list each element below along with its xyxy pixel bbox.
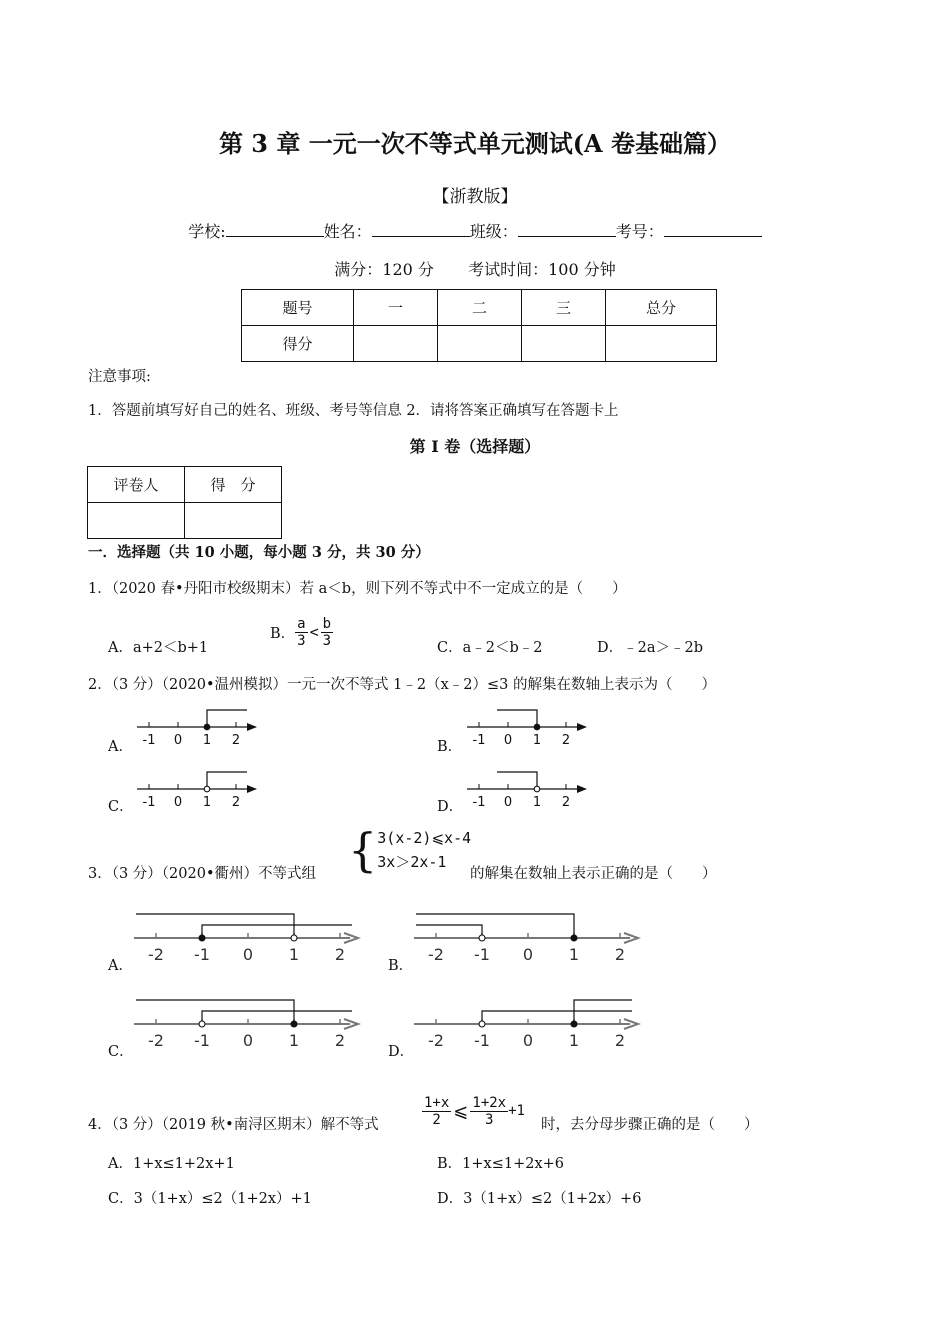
q4-option-d[interactable]: D．3（1+x）≤2（1+2x）+6 bbox=[437, 1191, 642, 1207]
solution-ray bbox=[416, 914, 574, 938]
notes-text: 1．答题前填写好自己的姓名、班级、考号等信息 2．请将答案正确填写在答题卡上 bbox=[88, 403, 619, 419]
tick-label: 2 bbox=[561, 795, 571, 810]
notes-heading: 注意事项: bbox=[88, 369, 151, 385]
axis-arrow bbox=[577, 723, 587, 731]
solution-ray bbox=[207, 710, 247, 727]
q3-stem-prefix: 3．（3 分）（2020•衢州）不等式组 bbox=[88, 866, 317, 882]
frac-den: 3 bbox=[322, 632, 332, 649]
solution-ray bbox=[574, 1000, 632, 1024]
q4-tail: +1 bbox=[508, 1103, 525, 1119]
q4-option-b[interactable]: B．1+x≤1+2x+6 bbox=[437, 1156, 565, 1172]
tick-label: 0 bbox=[503, 733, 513, 748]
q2-numberline-d[interactable] bbox=[465, 765, 595, 815]
q4-lhs-frac bbox=[422, 1095, 451, 1128]
solution-ray bbox=[202, 925, 352, 938]
score-cell[interactable] bbox=[438, 326, 522, 362]
axis-arrow bbox=[577, 785, 587, 793]
school-blank[interactable] bbox=[226, 222, 324, 237]
frac-num: a bbox=[297, 615, 306, 632]
solution-endpoint bbox=[199, 935, 205, 941]
tick-label: 1 bbox=[568, 945, 580, 964]
page-title: 第 3 章 一元一次不等式单元测试(A 卷基础篇） bbox=[218, 129, 732, 158]
q1-option-b-prefix: B． bbox=[270, 625, 296, 642]
solution-ray bbox=[136, 914, 294, 938]
q3-system-lines bbox=[377, 826, 471, 874]
tick-label: 0 bbox=[503, 795, 513, 810]
tick-label: 0 bbox=[522, 945, 534, 964]
q4-stem-suffix: 时，去分母步骤正确的是（ ） bbox=[541, 1117, 759, 1133]
q2-label-c: C． bbox=[108, 799, 134, 815]
q2-label-d: D． bbox=[437, 799, 464, 815]
tick-label: -1 bbox=[142, 795, 156, 810]
q2-numberline-b[interactable] bbox=[465, 703, 595, 753]
tick-label: 2 bbox=[231, 795, 241, 810]
axis-arrow bbox=[247, 723, 257, 731]
section-title: 一．选择题（共 10 小题，每小题 3 分，共 30 分） bbox=[88, 544, 430, 561]
tick-label: 0 bbox=[173, 733, 183, 748]
q1-option-b[interactable] bbox=[270, 612, 333, 652]
full-score: 满分：120 分 bbox=[334, 260, 434, 279]
exam-meta bbox=[0, 257, 950, 280]
solution-ray bbox=[136, 1000, 294, 1024]
frac-num: 1+x bbox=[424, 1094, 450, 1111]
tick-label: 1 bbox=[288, 1031, 300, 1050]
solution-endpoint bbox=[534, 786, 540, 792]
score-row-label: 得分 bbox=[242, 326, 354, 362]
q3-system-line1: 3(x-2)⩽x-4 bbox=[377, 829, 472, 847]
student-info-line bbox=[0, 219, 950, 242]
q4-option-a[interactable]: A．1+x≤1+2x+1 bbox=[108, 1156, 235, 1172]
q4-inequality bbox=[422, 1089, 525, 1133]
id-blank[interactable] bbox=[664, 222, 762, 237]
q1-lt: < bbox=[309, 623, 319, 641]
q2-label-b: B． bbox=[437, 739, 463, 755]
score-table-header: 总分 bbox=[606, 290, 717, 326]
q3-system bbox=[348, 822, 471, 878]
tick-label: 1 bbox=[202, 733, 212, 748]
q3-stem-suffix: 的解集在数轴上表示正确的是（ ） bbox=[470, 866, 717, 882]
q4-stem-prefix: 4．（3 分）（2019 秋•南浔区期末）解不等式 bbox=[88, 1117, 379, 1133]
tick-label: -1 bbox=[474, 945, 490, 964]
tick-label: 2 bbox=[561, 733, 571, 748]
tick-label: 0 bbox=[173, 795, 183, 810]
q1-frac-left bbox=[295, 616, 307, 649]
q3-numberline-d[interactable] bbox=[410, 996, 650, 1054]
tick-label: 2 bbox=[614, 1031, 626, 1050]
q4-rhs-frac bbox=[470, 1095, 508, 1128]
solution-ray bbox=[202, 1011, 352, 1024]
tick-label: 0 bbox=[522, 1031, 534, 1050]
score-table-header: 三 bbox=[522, 290, 606, 326]
grader-label: 评卷人 bbox=[88, 467, 185, 503]
solution-endpoint bbox=[479, 1021, 485, 1027]
q1-frac-right bbox=[321, 616, 333, 649]
tick-label: 1 bbox=[288, 945, 300, 964]
score-table-header: 二 bbox=[438, 290, 522, 326]
solution-ray bbox=[416, 925, 482, 938]
name-blank[interactable] bbox=[372, 222, 470, 237]
score-cell[interactable] bbox=[354, 326, 438, 362]
frac-den: 3 bbox=[297, 632, 306, 649]
class-blank[interactable] bbox=[518, 222, 616, 237]
grader-score-label: 得 分 bbox=[185, 467, 282, 503]
tick-label: -2 bbox=[148, 945, 164, 964]
grader-table bbox=[87, 466, 282, 539]
q1-option-c[interactable]: C．a﹣2＜b﹣2 bbox=[437, 640, 543, 656]
frac-num: 1+2x bbox=[472, 1094, 507, 1111]
solution-endpoint bbox=[534, 724, 540, 730]
tick-label: -1 bbox=[474, 1031, 490, 1050]
q2-numberline-c[interactable] bbox=[135, 765, 265, 815]
solution-ray bbox=[207, 772, 247, 789]
tick-label: 2 bbox=[614, 945, 626, 964]
exam-time: 考试时间：100 分钟 bbox=[468, 260, 616, 279]
solution-ray bbox=[497, 772, 537, 789]
solution-endpoint bbox=[204, 786, 210, 792]
tick-label: 1 bbox=[532, 795, 542, 810]
q3-system-line2: 3x＞2x-1 bbox=[377, 853, 447, 871]
solution-endpoint bbox=[204, 724, 210, 730]
score-table-header: 题号 bbox=[242, 290, 354, 326]
school-label: 学校: bbox=[188, 222, 226, 241]
axis-arrow bbox=[247, 785, 257, 793]
tick-label: -2 bbox=[148, 1031, 164, 1050]
tick-label: 1 bbox=[568, 1031, 580, 1050]
tick-label: 2 bbox=[231, 733, 241, 748]
solution-ray bbox=[482, 1011, 632, 1024]
tick-label: -2 bbox=[428, 1031, 444, 1050]
frac-den: 3 bbox=[485, 1111, 494, 1128]
solution-endpoint bbox=[291, 935, 297, 941]
name-label: 姓名： bbox=[323, 222, 372, 241]
score-table-header: 一 bbox=[354, 290, 438, 326]
score-table-score-row bbox=[242, 326, 717, 362]
q1-option-a[interactable]: A．a+2＜b+1 bbox=[108, 640, 209, 656]
solution-endpoint bbox=[291, 1021, 297, 1027]
score-table bbox=[241, 289, 717, 362]
tick-label: 0 bbox=[242, 1031, 254, 1050]
tick-label: -1 bbox=[472, 733, 486, 748]
q3-label-a: A． bbox=[108, 958, 133, 974]
q3-label-c: C． bbox=[108, 1044, 134, 1060]
grader-score-cell[interactable] bbox=[185, 503, 282, 539]
tick-label: 2 bbox=[334, 945, 346, 964]
part1-title: 第 I 卷（选择题） bbox=[409, 437, 541, 456]
q2-numberline-a[interactable] bbox=[135, 703, 265, 753]
grader-name-cell[interactable] bbox=[88, 503, 185, 539]
tick-label: -1 bbox=[194, 945, 210, 964]
solution-endpoint bbox=[199, 1021, 205, 1027]
q3-numberline-c[interactable] bbox=[130, 996, 370, 1054]
score-cell[interactable] bbox=[522, 326, 606, 362]
q3-brace: { bbox=[348, 823, 378, 877]
class-label: 班级： bbox=[469, 222, 518, 241]
tick-label: -2 bbox=[428, 945, 444, 964]
solution-endpoint bbox=[479, 935, 485, 941]
q3-numberline-a[interactable] bbox=[130, 910, 370, 968]
edition-label: 【浙教版】 bbox=[432, 187, 518, 207]
q4-rel: ⩽ bbox=[453, 1100, 469, 1122]
tick-label: -1 bbox=[472, 795, 486, 810]
score-table-header-row bbox=[242, 290, 717, 326]
tick-label: 1 bbox=[202, 795, 212, 810]
q1-stem: 1．（2020 春•丹阳市校级期末）若 a＜b，则下列不等式中不一定成立的是（ ） bbox=[88, 581, 627, 597]
q2-label-a: A． bbox=[108, 739, 133, 755]
q1-option-d[interactable]: D．﹣2a＞﹣2b bbox=[597, 640, 704, 656]
score-cell[interactable] bbox=[606, 326, 717, 362]
tick-label: 2 bbox=[334, 1031, 346, 1050]
solution-endpoint bbox=[571, 935, 577, 941]
q4-option-c[interactable]: C．3（1+x）≤2（1+2x）+1 bbox=[108, 1191, 312, 1207]
tick-label: -1 bbox=[142, 733, 156, 748]
q3-label-d: D． bbox=[388, 1044, 415, 1060]
tick-label: 0 bbox=[242, 945, 254, 964]
frac-num: b bbox=[322, 615, 332, 632]
q3-numberline-b[interactable] bbox=[410, 910, 650, 968]
tick-label: 1 bbox=[532, 733, 542, 748]
q2-stem: 2．（3 分）（2020•温州模拟）一元一次不等式 1﹣2（x﹣2）≤3 的解集在数轴上表示为（ ） bbox=[88, 677, 716, 693]
id-label: 考号： bbox=[615, 222, 664, 241]
tick-label: -1 bbox=[194, 1031, 210, 1050]
solution-endpoint bbox=[571, 1021, 577, 1027]
frac-den: 2 bbox=[432, 1111, 441, 1128]
q3-label-b: B． bbox=[388, 958, 414, 974]
solution-ray bbox=[497, 710, 537, 727]
